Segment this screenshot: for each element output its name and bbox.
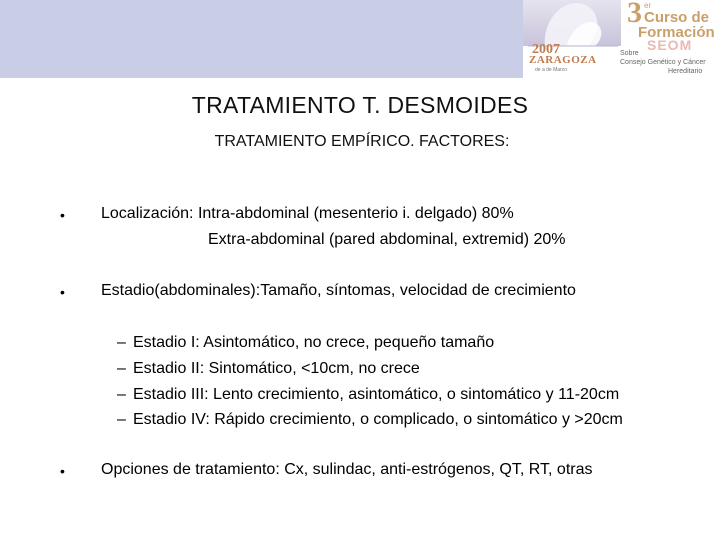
logo-year: 2007	[532, 42, 560, 57]
conference-logo	[523, 0, 720, 78]
bullet-marker: •	[60, 463, 65, 479]
bullet-localizacion-line1: Localización: Intra-abdominal (mesenterio i. delgado) 80%	[101, 205, 514, 222]
logo-subtitle-line2: Consejo Genético y Cáncer	[620, 59, 706, 66]
stage-item-2: Estadio II: Sintomático, <10cm, no crece	[133, 360, 420, 377]
dash-marker: –	[117, 411, 126, 428]
slide-title: TRATAMIENTO T. DESMOIDES	[191, 92, 529, 118]
dash-marker: –	[117, 386, 126, 403]
stage-item-1: Estadio I: Asintomático, no crece, pequeño tamaño	[133, 334, 495, 351]
logo-number: 3	[627, 0, 642, 29]
logo-formacion-text: Formación	[638, 24, 715, 41]
logo-subtitle-line3: Hereditario	[668, 68, 703, 75]
logo-curso-text: Curso de	[644, 9, 710, 26]
logo-dates: de a de Marzo	[535, 67, 567, 73]
logo-seom-text: SEOM	[647, 37, 693, 53]
bullet-marker: •	[60, 284, 65, 300]
logo-city: ZARAGOZA	[529, 54, 597, 66]
dash-marker: –	[117, 360, 126, 377]
bullet-estadio: Estadio(abdominales):Tamaño, síntomas, velocidad de crecimiento	[101, 282, 576, 299]
dash-marker: –	[117, 334, 126, 351]
bullet-marker: •	[60, 207, 65, 223]
slide-subtitle: TRATAMIENTO EMPÍRICO. FACTORES:	[214, 133, 510, 150]
bullet-opciones: Opciones de tratamiento: Cx, sulindac, anti-estrógenos, QT, RT, otras	[101, 461, 593, 478]
bullet-localizacion-line2: Extra-abdominal (pared abdominal, extremid) 20%	[208, 231, 566, 248]
logo-ordinal: er	[644, 1, 652, 10]
stage-item-3: Estadio III: Lento crecimiento, asintomático, o sintomático y 11-20cm	[133, 386, 620, 403]
stage-item-4: Estadio IV: Rápido crecimiento, o complicado, o sintomático y >20cm	[133, 411, 623, 428]
logo-subtitle-line1: Sobre	[620, 50, 639, 57]
